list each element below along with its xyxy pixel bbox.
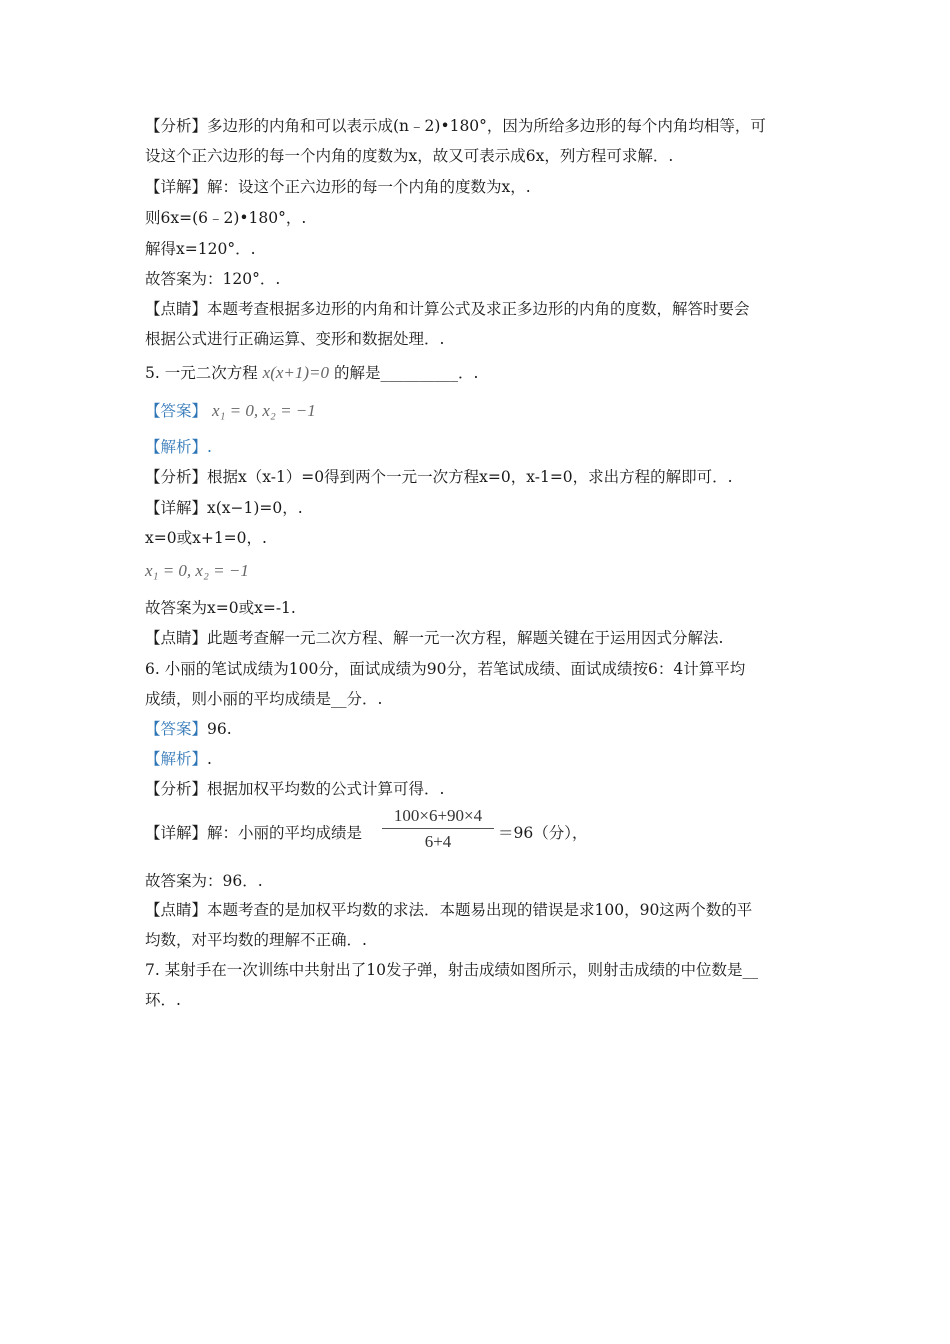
solution-label-6 [145,748,212,770]
answer-6 [145,718,232,740]
detail-line-3: 解得x=120°．. [145,240,256,258]
answer-label: 【答案】 [145,720,208,738]
question-5-equation: x(x+1)=0 [262,363,330,382]
analysis-line-1: 【分析】多边形的内角和可以表示成(n﹣2)•180°，因为所给多边形的每个内角均相等，可 [145,117,766,135]
comment-line-2: 根据公式进行正确运算、变形和数据处理．. [145,330,445,348]
detail-5-roots [145,560,249,582]
solution-label-5: 【解析】. [145,438,212,456]
detail-line-2: 则6x=(6﹣2)•180°，. [145,209,307,227]
question-7-line-1: 7. 某射手在一次训练中共射出了10发子弹，射击成绩如图所示，则射击成绩的中位数是__ [145,961,758,979]
answer-5 [145,400,316,422]
question-5-suffix: 的解是__________．. [333,364,479,382]
analysis-5: 【分析】根据x（x-1）=0得到两个一元一次方程x=0，x-1=0，求出方程的解即可．. [145,468,733,486]
detail-5-roots-text: x₁ = 0, x₂ = −1 [145,561,249,580]
solution-label-dot: . [207,750,212,768]
comment-line-1: 【点睛】本题考查根据多边形的内角和计算公式及求正多边形的内角的度数，解答时要会 [145,300,750,318]
answer-label: 【答案】 [145,402,208,420]
solution-label-text: 【解析】 [145,750,208,768]
detail-5-line-1: 【详解】x(x−1)=0，. [145,499,303,517]
comment-6-line-2: 均数，对平均数的理解不正确．. [145,931,367,949]
weighted-average-fraction [382,806,494,852]
fraction-denominator: 6+4 [424,832,452,851]
detail-line-1: 【详解】解：设这个正六边形的每一个内角的度数为x，. [145,178,531,196]
answer-5-roots: x₁ = 0, x₂ = −1 [211,401,316,420]
comment-5: 【点睛】此题考查解一元二次方程、解一元一次方程，解题关键在于运用因式分解法. [145,629,724,647]
fraction-numerator: 100×6+90×4 [382,806,494,829]
question-7-line-2: 环．. [145,991,181,1009]
detail-6-prefix: 【详解】解：小丽的平均成绩是 [145,824,363,842]
detail-6-result: ＝96（分）， [498,824,588,842]
analysis-line-2: 设这个正六边形的每一个内角的度数为x，故又可表示成6x，列方程可求解．. [145,147,674,165]
answer-6-final: 故答案为：96．. [145,872,263,890]
analysis-6: 【分析】根据加权平均数的公式计算可得．. [145,780,445,798]
comment-6-line-1: 【点睛】本题考查的是加权平均数的求法．本题易出现的错误是求100，90这两个数的平 [145,901,753,919]
question-6-line-1: 6. 小丽的笔试成绩为100分，面试成绩为90分，若笔试成绩、面试成绩按6：4计算平均 [145,660,746,678]
question-5 [145,362,478,384]
answer-line: 故答案为：120°．. [145,270,281,288]
answer-5-final: 故答案为x=0或x=-1. [145,599,296,617]
detail-5-line-2: x=0或x+1=0，. [145,529,267,547]
question-5-prefix: 5. 一元二次方程 [145,364,258,382]
answer-6-value: 96. [207,720,232,738]
question-6-line-2: 成绩，则小丽的平均成绩是__分．. [145,690,383,708]
